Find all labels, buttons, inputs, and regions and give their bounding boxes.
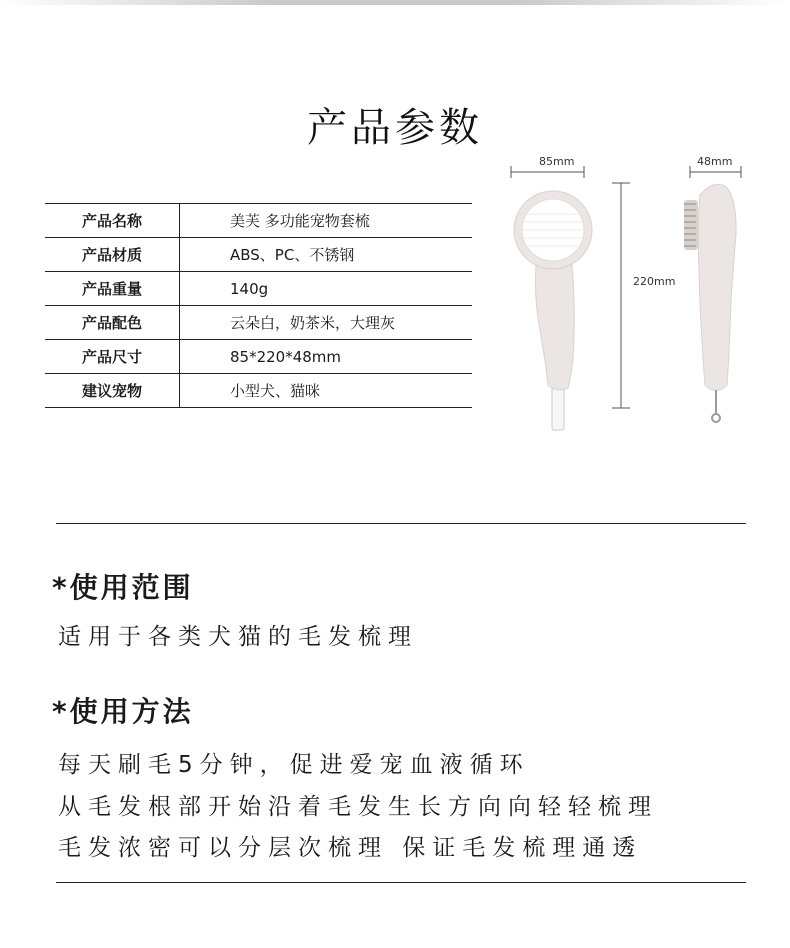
param-value: 小型犬、猫咪 <box>180 374 473 408</box>
param-value: 美芙 多功能宠物套梳 <box>180 204 473 238</box>
table-row <box>45 204 472 238</box>
width-label: 85mm <box>539 155 575 168</box>
usage-method-line: 从毛发根部开始沿着毛发生长方向向轻轻梳理 <box>58 794 658 820</box>
product-illustration <box>480 150 780 440</box>
table-row <box>45 238 472 272</box>
param-value: ABS、PC、不锈钢 <box>180 238 473 272</box>
section-divider <box>56 523 746 524</box>
table-row <box>45 272 472 306</box>
bottom-divider <box>56 882 746 883</box>
param-key: 产品名称 <box>45 204 180 238</box>
usage-method-heading: *使用方法 <box>52 695 194 728</box>
param-key: 产品配色 <box>45 306 180 340</box>
params-table <box>45 203 472 408</box>
param-key: 建议宠物 <box>45 374 180 408</box>
table-row <box>45 306 472 340</box>
usage-scope-text: 适用于各类犬猫的毛发梳理 <box>58 624 418 650</box>
param-key: 产品尺寸 <box>45 340 180 374</box>
table-row <box>45 374 472 408</box>
param-value: 85*220*48mm <box>180 340 473 374</box>
usage-method-line: 每天刷毛5分钟，促进爱宠血液循环 <box>58 752 530 778</box>
param-value: 云朵白，奶茶米，大理灰 <box>180 306 473 340</box>
top-gradient-bar <box>0 0 790 5</box>
param-key: 产品重量 <box>45 272 180 306</box>
comb-side-view <box>684 184 736 422</box>
param-value: 140g <box>180 272 473 306</box>
page-title: 产品参数 <box>307 105 483 151</box>
param-key: 产品材质 <box>45 238 180 272</box>
height-dimension-line <box>612 183 630 408</box>
usage-method-line: 毛发浓密可以分层次梳理 保证毛发梳理通透 <box>58 835 643 861</box>
table-row <box>45 340 472 374</box>
usage-scope-heading: *使用范围 <box>52 571 194 604</box>
comb-front-view <box>514 191 592 430</box>
height-label: 220mm <box>633 275 676 288</box>
depth-label: 48mm <box>697 155 733 168</box>
